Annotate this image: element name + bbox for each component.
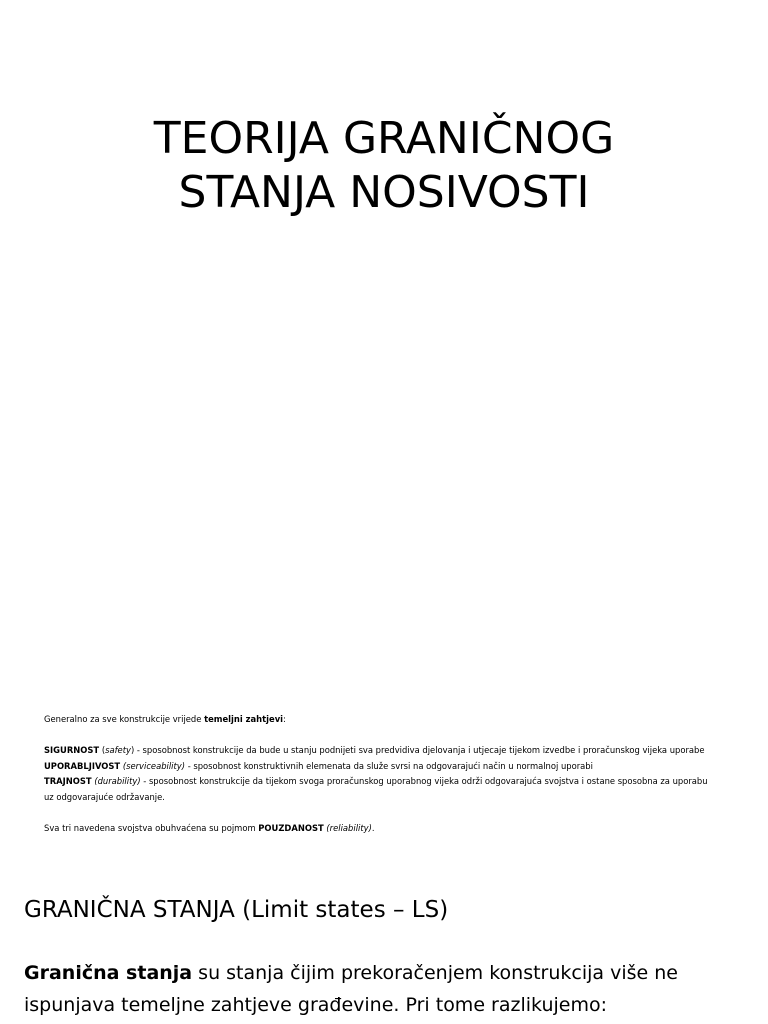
document-title [0, 112, 768, 220]
body-bold-lead: Granična stanja [24, 962, 193, 984]
uporabljivost-desc: - sposobnost konstruktivnih elemenata da služe svrsi na odgovarajući način u normalnoj uporabi [185, 760, 593, 771]
sigurnost-line [44, 743, 744, 759]
intro-line [44, 712, 744, 728]
summary-text: Sva tri navedena svojstva obuhvaćena su pojmom [44, 822, 259, 833]
title-line-1: TEORIJA GRANIČNOG [153, 113, 615, 164]
body-paragraph [24, 957, 754, 1021]
trajnost-term: TRAJNOST [44, 776, 92, 786]
uporabljivost-term: UPORABLJIVOST [44, 760, 121, 771]
sigurnost-term: SIGURNOST [44, 745, 100, 755]
intro-bold: temeljni zahtjevi [204, 714, 284, 724]
sigurnost-en: safety [105, 745, 131, 755]
spacer [44, 805, 744, 821]
summary-end: . [371, 822, 375, 833]
trajnost-line [44, 774, 744, 790]
title-line-2: STANJA NOSIVOSTI [178, 167, 590, 218]
summary-en: (reliability) [326, 822, 372, 833]
intro-end: : [283, 714, 286, 724]
sigurnost-paren: ( [99, 745, 106, 755]
uporabljivost-en: (serviceability) [122, 760, 186, 771]
trajnost-desc: - sposobnost konstrukcije da tijekom svoga proračunskog uporabnog vijeka održi odgovarajuća svojstva i ostane sposobna za uporabu [140, 776, 708, 786]
trajnost-en: (durability) [94, 776, 141, 786]
uporabljivost-line [44, 759, 744, 775]
trajnost-line-2: uz odgovarajuće održavanje. [44, 791, 165, 802]
summary-bold: POUZDANOST [258, 822, 324, 833]
intro-text: Generalno za sve konstrukcije vrijede [44, 714, 205, 724]
summary-line [44, 821, 744, 837]
sigurnost-desc: ) - sposobnost konstrukcije da bude u stanju podnijeti sva predvidiva djelovanja i utjecaje tijekom izvedbe i proračunskog vijeka uporabe [130, 745, 705, 755]
body-text: su stanja čijim prekoračenjem konstrukcija više ne ispunjava temeljne zahtjeve građevine. Pri tome razlikujemo: [24, 962, 678, 1016]
section-title: GRANIČNA STANJA (Limit states – LS) [24, 897, 449, 923]
requirements-notes [44, 712, 744, 836]
spacer [44, 728, 744, 744]
